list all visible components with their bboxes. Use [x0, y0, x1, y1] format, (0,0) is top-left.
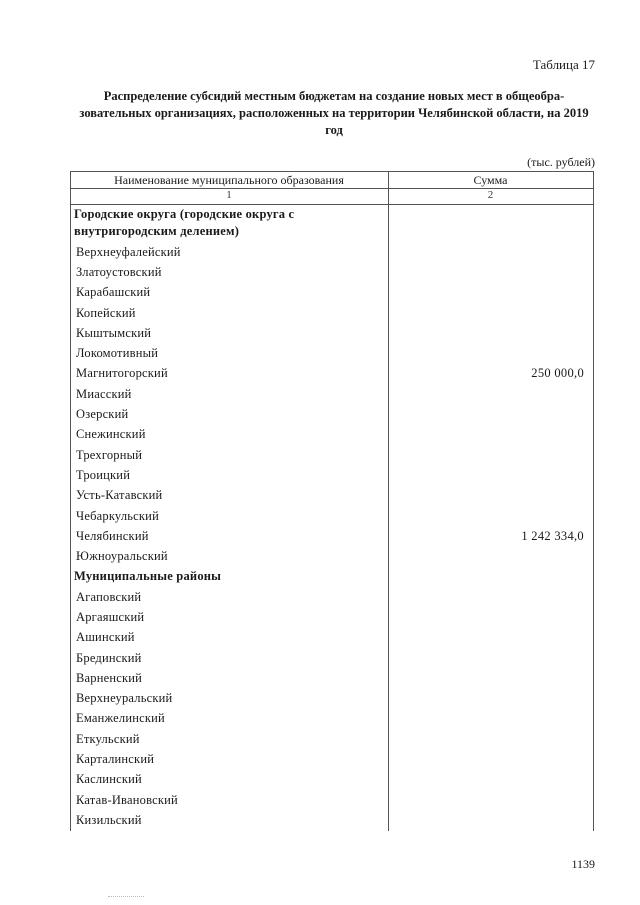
municipality-name: Кыштымский — [76, 325, 152, 340]
municipality-name: Троицкий — [76, 467, 131, 482]
municipality-name: Южноуральский — [76, 549, 168, 564]
municipality-name: Еткульский — [76, 731, 140, 746]
column-number-1: 1 — [226, 189, 232, 201]
table-row — [70, 486, 594, 506]
subsidy-amount: 250 000,0 — [531, 366, 584, 381]
table-body — [70, 206, 594, 831]
municipality-name: Каслинский — [76, 772, 142, 787]
table-row — [70, 628, 594, 648]
municipality-name: Чебаркульский — [76, 508, 159, 523]
table-row — [70, 506, 594, 526]
municipality-name: Челябинский — [76, 528, 149, 543]
municipality-name: Карабашский — [76, 285, 151, 300]
header-top-border — [70, 171, 594, 172]
municipality-name: Копейский — [76, 305, 136, 320]
municipality-name: Трехгорный — [76, 447, 143, 462]
table-row — [70, 242, 594, 262]
scan-artifact — [108, 896, 144, 897]
subsidy-amount: 1 242 334,0 — [521, 528, 584, 543]
table-row — [70, 445, 594, 465]
table-row — [70, 303, 594, 323]
table-row — [70, 384, 594, 404]
table-row — [70, 425, 594, 445]
table-row — [70, 729, 594, 749]
municipality-name: Агаповский — [76, 589, 142, 604]
table-row — [70, 364, 594, 384]
municipality-name: Катав-Ивановский — [76, 792, 178, 807]
table-row — [70, 526, 594, 546]
table-row — [70, 283, 594, 303]
header-name-column: Наименование муниципального образования — [114, 173, 344, 187]
municipality-name: Озерский — [76, 407, 129, 422]
section-header-row — [70, 206, 594, 242]
table-row — [70, 689, 594, 709]
units-note: (тыс. рублей) — [527, 155, 595, 169]
column-number-2: 2 — [487, 189, 494, 201]
table-row — [70, 790, 594, 810]
table-row — [70, 404, 594, 424]
table-row — [70, 607, 594, 627]
table-row — [70, 668, 594, 688]
municipality-name: Локомотивный — [76, 346, 159, 361]
table-row — [70, 770, 594, 790]
document-title: Распределение субсидий местным бюджетам на создание новых мест в общеобра-зовательных организациях, расположенных на территории Челябинской области, на 2019 год — [79, 89, 589, 137]
municipality-name: Усть-Катавский — [76, 488, 163, 503]
table-row — [70, 709, 594, 729]
header-sum-column: Сумма — [473, 173, 508, 187]
municipality-name: Карталинский — [76, 752, 155, 767]
section-title: Муниципальные районы — [74, 569, 222, 584]
municipality-name: Верхнеуральский — [76, 691, 173, 706]
section-header-row — [70, 567, 594, 587]
municipality-name: Снежинский — [76, 427, 146, 442]
municipality-name: Брединский — [76, 650, 142, 665]
table-row — [70, 810, 594, 830]
table-row — [70, 749, 594, 769]
municipality-name: Миасский — [76, 386, 132, 401]
table-row — [70, 323, 594, 343]
table-row — [70, 648, 594, 668]
table-label: Таблица 17 — [532, 57, 595, 72]
table-row — [70, 343, 594, 363]
municipality-name: Кизильский — [76, 812, 142, 827]
municipality-name: Златоустовский — [76, 264, 162, 279]
table-row — [70, 546, 594, 566]
municipality-name: Магнитогорский — [76, 366, 168, 381]
municipality-name: Аргаяшский — [76, 609, 145, 624]
section-title: Городские округа (городские округа с внутригородским делением) — [74, 207, 295, 238]
municipality-name: Ашинский — [76, 630, 135, 645]
page-number: 1139 — [571, 857, 595, 871]
header-bottom-border — [70, 204, 594, 205]
table-row — [70, 587, 594, 607]
table-row — [70, 262, 594, 282]
table-row — [70, 465, 594, 485]
municipality-name: Верхнеуфалейский — [76, 244, 181, 259]
municipality-name: Варненский — [76, 670, 143, 685]
municipality-name: Еманжелинский — [76, 711, 165, 726]
